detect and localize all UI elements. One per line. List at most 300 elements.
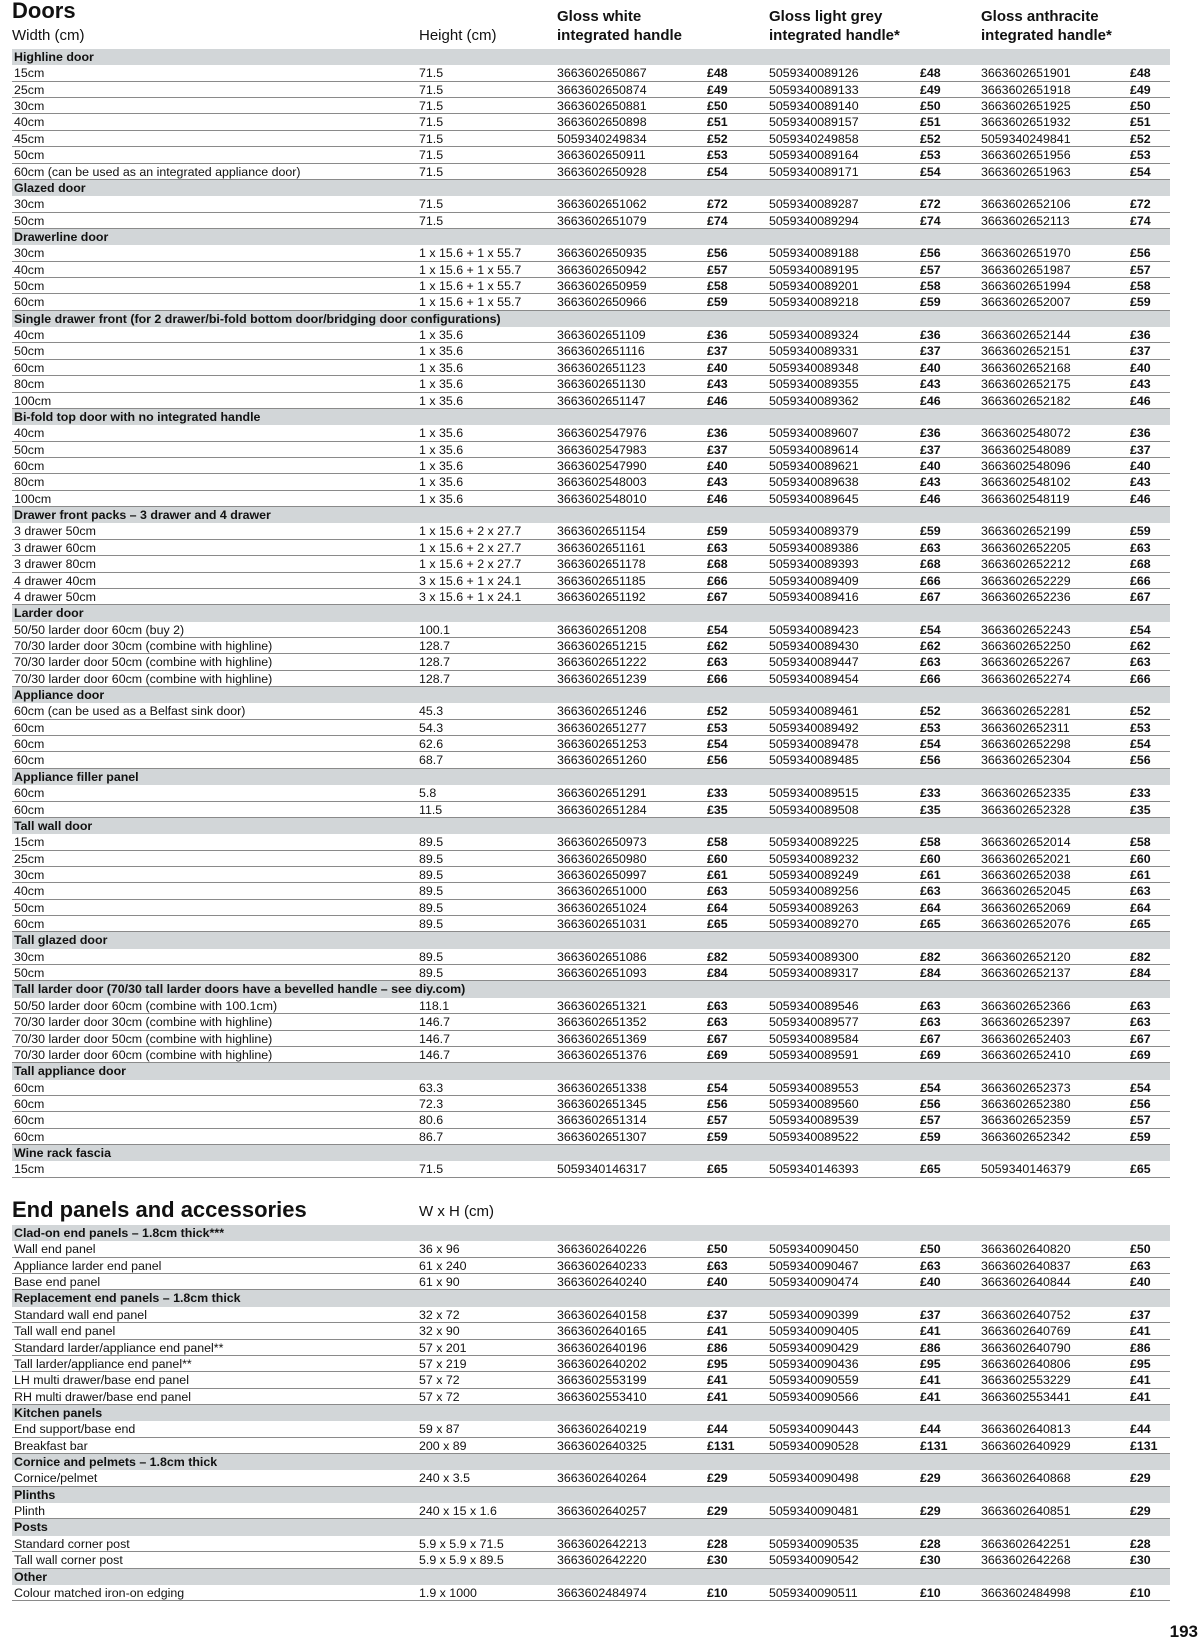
anthracite-code: 3663602651901 <box>981 66 1071 81</box>
size-cell: 30cm <box>14 197 45 212</box>
size-cell: 30cm <box>14 949 45 964</box>
light-grey-code: 5059340089355 <box>769 377 859 392</box>
light-grey-price: £67 <box>920 589 941 604</box>
anthracite-price: £46 <box>1130 393 1151 408</box>
table-row <box>12 1536 1170 1552</box>
table-row <box>12 425 1170 441</box>
section-header <box>12 1290 1170 1306</box>
table-row <box>12 474 1170 490</box>
anthracite-code: 3663602642268 <box>981 1553 1071 1568</box>
anthracite-code: 3663602640752 <box>981 1307 1071 1322</box>
light-grey-price: £53 <box>920 148 941 163</box>
dimension-cell: 63.3 <box>419 1080 444 1095</box>
gloss-white-code: 3663602651321 <box>557 998 647 1013</box>
size-cell: 50cm <box>14 966 45 981</box>
anthracite-price: £58 <box>1130 279 1151 294</box>
gloss-white-price: £33 <box>707 786 728 801</box>
anthracite-price: £63 <box>1130 998 1151 1013</box>
gloss-white-code: 3663602651000 <box>557 884 647 899</box>
gloss-white-code: 3663602650997 <box>557 867 647 882</box>
dimension-cell: 1 x 35.6 <box>419 328 464 343</box>
anthracite-price: £57 <box>1130 262 1151 277</box>
anthracite-price: £54 <box>1130 622 1151 637</box>
light-grey-price: £63 <box>920 998 941 1013</box>
light-grey-code: 5059340089539 <box>769 1113 859 1128</box>
dimension-cell: 1 x 35.6 <box>419 426 464 441</box>
gloss-white-code: 3663602484974 <box>557 1585 647 1600</box>
section-header <box>12 1569 1170 1585</box>
anthracite-code: 3663602640813 <box>981 1422 1071 1437</box>
doors-title: Doors <box>12 0 76 23</box>
gloss-white-code: 3663602650980 <box>557 851 647 866</box>
anthracite-price: £67 <box>1130 1031 1151 1046</box>
gloss-white-code: 3663602651338 <box>557 1080 647 1095</box>
anthracite-code: 3663602652328 <box>981 802 1071 817</box>
gloss-white-code: 3663602640165 <box>557 1324 647 1339</box>
table-row <box>12 1096 1170 1112</box>
gloss-white-price: £63 <box>707 998 728 1013</box>
anthracite-code: 3663602640868 <box>981 1471 1071 1486</box>
table-row <box>12 900 1170 916</box>
gloss-white-price: £84 <box>707 966 728 981</box>
size-cell: 25cm <box>14 851 45 866</box>
dimension-cell: 68.7 <box>419 753 444 768</box>
anthracite-code: 3663602548072 <box>981 426 1071 441</box>
gloss-white-price: £59 <box>707 295 728 310</box>
anthracite-code: 3663602652175 <box>981 377 1071 392</box>
light-grey-code: 5059340089362 <box>769 393 859 408</box>
table-row <box>12 393 1170 409</box>
light-grey-price: £66 <box>920 671 941 686</box>
dimension-cell: 61 x 90 <box>419 1275 460 1290</box>
wxh-column-label: W x H (cm) <box>419 1203 494 1220</box>
light-grey-code: 5059340089645 <box>769 491 859 506</box>
dimension-cell: 240 x 3.5 <box>419 1471 470 1486</box>
table-row <box>12 82 1170 98</box>
anthracite-price: £40 <box>1130 1275 1151 1290</box>
dimension-cell: 118.1 <box>419 998 450 1013</box>
gloss-white-price: £67 <box>707 589 728 604</box>
dimension-cell: 146.7 <box>419 1031 451 1046</box>
anthracite-price: £65 <box>1130 917 1151 932</box>
light-grey-code: 5059340090535 <box>769 1536 859 1551</box>
light-grey-code: 5059340089133 <box>769 82 859 97</box>
size-cell: 100cm <box>14 393 52 408</box>
anthracite-code: 3663602651918 <box>981 82 1071 97</box>
dimension-cell: 71.5 <box>419 82 444 97</box>
gloss-white-price: £72 <box>707 197 728 212</box>
table-row <box>12 343 1170 359</box>
light-grey-code: 5059340089591 <box>769 1047 859 1062</box>
gloss-white-code: 3663602547983 <box>557 442 647 457</box>
anthracite-code: 3663602548089 <box>981 442 1071 457</box>
dimension-cell: 200 x 89 <box>419 1438 467 1453</box>
size-cell: 70/30 larder door 60cm (combine with highline) <box>14 671 273 686</box>
anthracite-code: 3663602548096 <box>981 458 1071 473</box>
section-title: Appliance door <box>14 688 105 703</box>
gloss-white-price: £37 <box>707 442 728 457</box>
light-grey-price: £43 <box>920 377 941 392</box>
table-row <box>12 147 1170 163</box>
gloss-white-code: 3663602650881 <box>557 99 647 114</box>
dimension-cell: 1 x 35.6 <box>419 393 464 408</box>
gloss-white-price: £54 <box>707 737 728 752</box>
light-grey-price: £53 <box>920 720 941 735</box>
table-row <box>12 883 1170 899</box>
table-row <box>12 1047 1170 1063</box>
light-grey-price: £61 <box>920 867 941 882</box>
size-cell: 60cm <box>14 1129 45 1144</box>
light-grey-code: 5059340090481 <box>769 1504 859 1519</box>
light-grey-code: 5059340089195 <box>769 262 859 277</box>
gloss-white-code: 5059340249834 <box>557 131 647 146</box>
dimension-cell: 5.9 x 5.9 x 89.5 <box>419 1553 504 1568</box>
anthracite-price: £62 <box>1130 638 1151 653</box>
size-cell: 70/30 larder door 30cm (combine with highline) <box>14 638 273 653</box>
gloss-white-price: £41 <box>707 1373 728 1388</box>
light-grey-price: £86 <box>920 1340 941 1355</box>
anthracite-price: £68 <box>1130 557 1151 572</box>
size-cell: 60cm <box>14 1080 45 1095</box>
gloss-white-code: 3663602651147 <box>557 393 646 408</box>
light-grey-code: 5059340249858 <box>769 131 859 146</box>
size-cell: 4 drawer 50cm <box>14 589 96 604</box>
anthracite-code: 3663602553229 <box>981 1373 1071 1388</box>
anthracite-price: £35 <box>1130 802 1151 817</box>
anthracite-code: 3663602652199 <box>981 524 1071 539</box>
light-grey-code: 5059340089386 <box>769 540 859 555</box>
gloss-white-code: 3663602651116 <box>557 344 645 359</box>
light-grey-price: £46 <box>920 393 941 408</box>
table-row <box>12 802 1170 818</box>
table-row <box>12 213 1170 229</box>
anthracite-code: 3663602652137 <box>981 966 1071 981</box>
table-row <box>12 916 1170 932</box>
anthracite-code: 3663602652410 <box>981 1047 1071 1062</box>
gloss-white-price: £67 <box>707 1031 728 1046</box>
table-row <box>12 867 1170 883</box>
light-grey-code: 5059340090511 <box>769 1585 858 1600</box>
light-grey-price: £41 <box>920 1373 941 1388</box>
anthracite-price: £67 <box>1130 589 1151 604</box>
table-row <box>12 1503 1170 1519</box>
size-cell: 60cm <box>14 786 45 801</box>
light-grey-code: 5059340089249 <box>769 867 859 882</box>
anthracite-price: £50 <box>1130 1242 1151 1257</box>
gloss-white-price: £43 <box>707 475 728 490</box>
table-row <box>12 376 1170 392</box>
size-cell: 60cm <box>14 1097 45 1111</box>
gloss-white-code: 3663602651161 <box>557 540 646 555</box>
anthracite-code: 3663602640769 <box>981 1324 1071 1339</box>
light-grey-price: £82 <box>920 949 941 964</box>
gloss-white-price: £54 <box>707 1080 728 1095</box>
gloss-white-code: 3663602640257 <box>557 1504 647 1519</box>
light-grey-price: £65 <box>920 917 941 932</box>
table-row <box>12 245 1170 261</box>
section-title: Drawer front packs – 3 drawer and 4 drawer <box>14 508 271 523</box>
anthracite-code: 3663602652021 <box>981 851 1071 866</box>
size-cell: 50cm <box>14 213 45 228</box>
dimension-cell: 86.7 <box>419 1129 444 1144</box>
gloss-white-price: £66 <box>707 671 728 686</box>
size-cell: 15cm <box>14 835 45 850</box>
light-grey-price: £54 <box>920 1080 941 1095</box>
gloss-white-code: 3663602640240 <box>557 1275 647 1290</box>
gloss-white-code: 3663602650928 <box>557 164 647 179</box>
light-grey-code: 5059340089164 <box>769 148 859 163</box>
anthracite-price: £46 <box>1130 491 1151 506</box>
dimension-cell: 1 x 35.6 <box>419 344 464 359</box>
dimension-cell: 3 x 15.6 + 1 x 24.1 <box>419 573 522 588</box>
anthracite-price: £56 <box>1130 753 1151 768</box>
gloss-white-price: £52 <box>707 131 728 146</box>
gloss-white-code: 3663602651024 <box>557 900 647 915</box>
section-title: Appliance filler panel <box>14 769 139 784</box>
gloss-white-code: 3663602651031 <box>557 917 647 932</box>
section-header <box>12 1487 1170 1503</box>
gloss-white-code: 3663602651192 <box>557 589 646 604</box>
light-grey-price: £37 <box>920 442 941 457</box>
light-grey-code: 5059340089515 <box>769 786 859 801</box>
gloss-white-code: 3663602642213 <box>557 1536 647 1551</box>
light-grey-code: 5059340089232 <box>769 851 859 866</box>
anthracite-code: 3663602652007 <box>981 295 1071 310</box>
anthracite-price: £56 <box>1130 246 1151 261</box>
size-cell: 60cm <box>14 295 45 310</box>
gloss-white-code: 3663602640202 <box>557 1356 647 1371</box>
dimension-cell: 57 x 201 <box>419 1340 467 1355</box>
dimension-cell: 89.5 <box>419 851 444 866</box>
anthracite-price: £53 <box>1130 148 1151 163</box>
dimension-cell: 62.6 <box>419 737 444 752</box>
light-grey-price: £37 <box>920 1307 941 1322</box>
size-cell: Tall larder/appliance end panel** <box>14 1356 192 1371</box>
size-cell: 50cm <box>14 344 45 359</box>
light-grey-code: 5059340090566 <box>769 1389 859 1404</box>
anthracite-code: 3663602652045 <box>981 884 1071 899</box>
gloss-white-code: 3663602651130 <box>557 377 646 392</box>
light-grey-code: 5059340089423 <box>769 622 859 637</box>
dimension-cell: 71.5 <box>419 164 444 179</box>
gloss-white-price: £58 <box>707 835 728 850</box>
gloss-white-price: £37 <box>707 1307 728 1322</box>
section-title: Tall glazed door <box>14 933 108 948</box>
gloss-white-code: 3663602651093 <box>557 966 647 981</box>
dimension-cell: 71.5 <box>419 115 444 130</box>
light-grey-code: 5059340089461 <box>769 704 859 719</box>
gloss-white-price: £65 <box>707 1162 728 1177</box>
dimension-cell: 57 x 72 <box>419 1373 460 1388</box>
light-grey-price: £57 <box>920 262 941 277</box>
gloss-white-code: 3663602650898 <box>557 115 647 130</box>
light-grey-code: 5059340089560 <box>769 1097 859 1111</box>
anthracite-price: £63 <box>1130 655 1151 670</box>
size-cell: 70/30 larder door 30cm (combine with highline) <box>14 1015 273 1030</box>
anthracite-price: £66 <box>1130 573 1151 588</box>
anthracite-code: 3663602651970 <box>981 246 1071 261</box>
anthracite-price: £40 <box>1130 360 1151 375</box>
dimension-cell: 54.3 <box>419 720 444 735</box>
gloss-white-code: 3663602651086 <box>557 949 647 964</box>
section-header <box>12 1454 1170 1470</box>
light-grey-code: 5059340089331 <box>769 344 859 359</box>
light-grey-code: 5059340090443 <box>769 1422 859 1437</box>
gloss-white-code: 3663602651185 <box>557 573 646 588</box>
dimension-cell: 71.5 <box>419 99 444 114</box>
light-grey-code: 5059340089621 <box>769 458 859 473</box>
gloss-white-code: 3663602651277 <box>557 720 647 735</box>
anthracite-code: 3663602652380 <box>981 1097 1071 1111</box>
table-row <box>12 1129 1170 1145</box>
section-header <box>12 1063 1170 1079</box>
light-grey-code: 5059340090436 <box>769 1356 859 1371</box>
section-header <box>12 180 1170 196</box>
anthracite-code: 3663602548119 <box>981 491 1070 506</box>
anthracite-code: 3663602652144 <box>981 328 1071 343</box>
size-cell: 60cm <box>14 917 45 932</box>
dimension-cell: 1 x 15.6 + 1 x 55.7 <box>419 262 522 277</box>
size-cell: Standard corner post <box>14 1536 130 1551</box>
gloss-white-price: £10 <box>707 1585 728 1600</box>
size-cell: 3 drawer 60cm <box>14 540 96 555</box>
table-row <box>12 1031 1170 1047</box>
anthracite-price: £54 <box>1130 737 1151 752</box>
gloss-white-code: 3663602650942 <box>557 262 647 277</box>
table-row <box>12 114 1170 130</box>
section-header <box>12 769 1170 785</box>
section-title: Highline door <box>14 50 94 64</box>
gloss-white-price: £51 <box>707 115 728 130</box>
anthracite-price: £59 <box>1130 295 1151 310</box>
gloss-white-price: £69 <box>707 1047 728 1062</box>
table-row <box>12 491 1170 507</box>
anthracite-code: 3663602652168 <box>981 360 1071 375</box>
light-grey-price: £59 <box>920 524 941 539</box>
gloss-light-grey-header-line1: Gloss light grey <box>769 8 883 25</box>
table-row <box>12 949 1170 965</box>
anthracite-code: 3663602652373 <box>981 1080 1071 1095</box>
gloss-white-price: £82 <box>707 949 728 964</box>
gloss-white-price: £66 <box>707 573 728 588</box>
dimension-cell: 59 x 87 <box>419 1422 460 1437</box>
light-grey-price: £72 <box>920 197 941 212</box>
anthracite-code: 3663602651956 <box>981 148 1071 163</box>
light-grey-code: 5059340089485 <box>769 753 859 768</box>
size-cell: 60cm <box>14 360 45 375</box>
size-cell: 50cm <box>14 900 45 915</box>
anthracite-price: £51 <box>1130 115 1151 130</box>
gloss-white-code: 3663602650966 <box>557 295 647 310</box>
size-cell: 80cm <box>14 377 45 392</box>
anthracite-price: £37 <box>1130 442 1151 457</box>
anthracite-price: £72 <box>1130 197 1151 212</box>
dimension-cell: 71.5 <box>419 66 444 81</box>
light-grey-price: £56 <box>920 1097 941 1111</box>
light-grey-code: 5059340089171 <box>769 164 859 179</box>
gloss-anthracite-header-line1: Gloss anthracite <box>981 8 1099 25</box>
gloss-white-code: 3663602640233 <box>557 1258 647 1273</box>
light-grey-code: 5059340089478 <box>769 737 859 752</box>
gloss-white-code: 3663602651178 <box>557 557 646 572</box>
dimension-cell: 1 x 35.6 <box>419 458 464 473</box>
gloss-white-code: 3663602547990 <box>557 458 647 473</box>
light-grey-price: £58 <box>920 835 941 850</box>
gloss-white-code: 3663602553410 <box>557 1389 647 1404</box>
light-grey-price: £57 <box>920 1113 941 1128</box>
table-row <box>12 442 1170 458</box>
anthracite-code: 3663602640837 <box>981 1258 1071 1273</box>
gloss-white-code: 3663602651352 <box>557 1015 647 1030</box>
table-row <box>12 164 1170 180</box>
light-grey-code: 5059340090399 <box>769 1307 859 1322</box>
light-grey-code: 5059340089157 <box>769 115 859 130</box>
anthracite-code: 3663602652274 <box>981 671 1071 686</box>
light-grey-price: £51 <box>920 115 941 130</box>
anthracite-code: 3663602652366 <box>981 998 1071 1013</box>
dimension-cell: 71.5 <box>419 197 444 212</box>
anthracite-price: £59 <box>1130 1129 1151 1144</box>
table-row <box>12 360 1170 376</box>
light-grey-price: £84 <box>920 966 941 981</box>
light-grey-price: £74 <box>920 213 941 228</box>
light-grey-code: 5059340089553 <box>769 1080 859 1095</box>
anthracite-code: 3663602652298 <box>981 737 1071 752</box>
light-grey-code: 5059340089614 <box>769 442 859 457</box>
dimension-cell: 1 x 35.6 <box>419 360 464 375</box>
gloss-white-code: 3663602651376 <box>557 1047 647 1062</box>
light-grey-price: £62 <box>920 638 941 653</box>
size-cell: 60cm <box>14 802 45 817</box>
size-cell: 45cm <box>14 131 45 146</box>
gloss-white-price: £53 <box>707 148 728 163</box>
gloss-white-code: 3663602553199 <box>557 1373 647 1388</box>
anthracite-code: 3663602652304 <box>981 753 1071 768</box>
gloss-white-code: 3663602650959 <box>557 279 647 294</box>
anthracite-price: £63 <box>1130 1258 1151 1273</box>
anthracite-price: £36 <box>1130 328 1151 343</box>
anthracite-code: 3663602652359 <box>981 1113 1071 1128</box>
table-row <box>12 1014 1170 1030</box>
light-grey-price: £63 <box>920 1015 941 1030</box>
height-column-label: Height (cm) <box>419 27 497 44</box>
size-cell: 40cm <box>14 426 45 441</box>
light-grey-code: 5059340090498 <box>769 1471 859 1486</box>
gloss-white-price: £53 <box>707 720 728 735</box>
gloss-white-code: 3663602651260 <box>557 753 647 768</box>
table-row <box>12 736 1170 752</box>
dimension-cell: 5.9 x 5.9 x 71.5 <box>419 1536 504 1551</box>
gloss-white-price: £131 <box>707 1438 735 1453</box>
light-grey-price: £54 <box>920 622 941 637</box>
table-row <box>12 1112 1170 1128</box>
light-grey-code: 5059340089454 <box>769 671 859 686</box>
anthracite-price: £63 <box>1130 884 1151 899</box>
size-cell: Standard larder/appliance end panel** <box>14 1340 224 1355</box>
gloss-white-code: 3663602651239 <box>557 671 647 686</box>
dimension-cell: 1 x 35.6 <box>419 491 464 506</box>
dimension-cell: 5.8 <box>419 786 437 801</box>
light-grey-code: 5059340089379 <box>769 524 859 539</box>
light-grey-code: 5059340089256 <box>769 884 859 899</box>
light-grey-code: 5059340089607 <box>769 426 859 441</box>
light-grey-price: £41 <box>920 1389 941 1404</box>
size-cell: 15cm <box>14 66 45 81</box>
anthracite-price: £37 <box>1130 344 1151 359</box>
light-grey-price: £48 <box>920 66 941 81</box>
section-title: Tall larder door (70/30 tall larder doors have a bevelled handle – see diy.com) <box>14 982 466 997</box>
gloss-white-code: 3663602650867 <box>557 66 647 81</box>
